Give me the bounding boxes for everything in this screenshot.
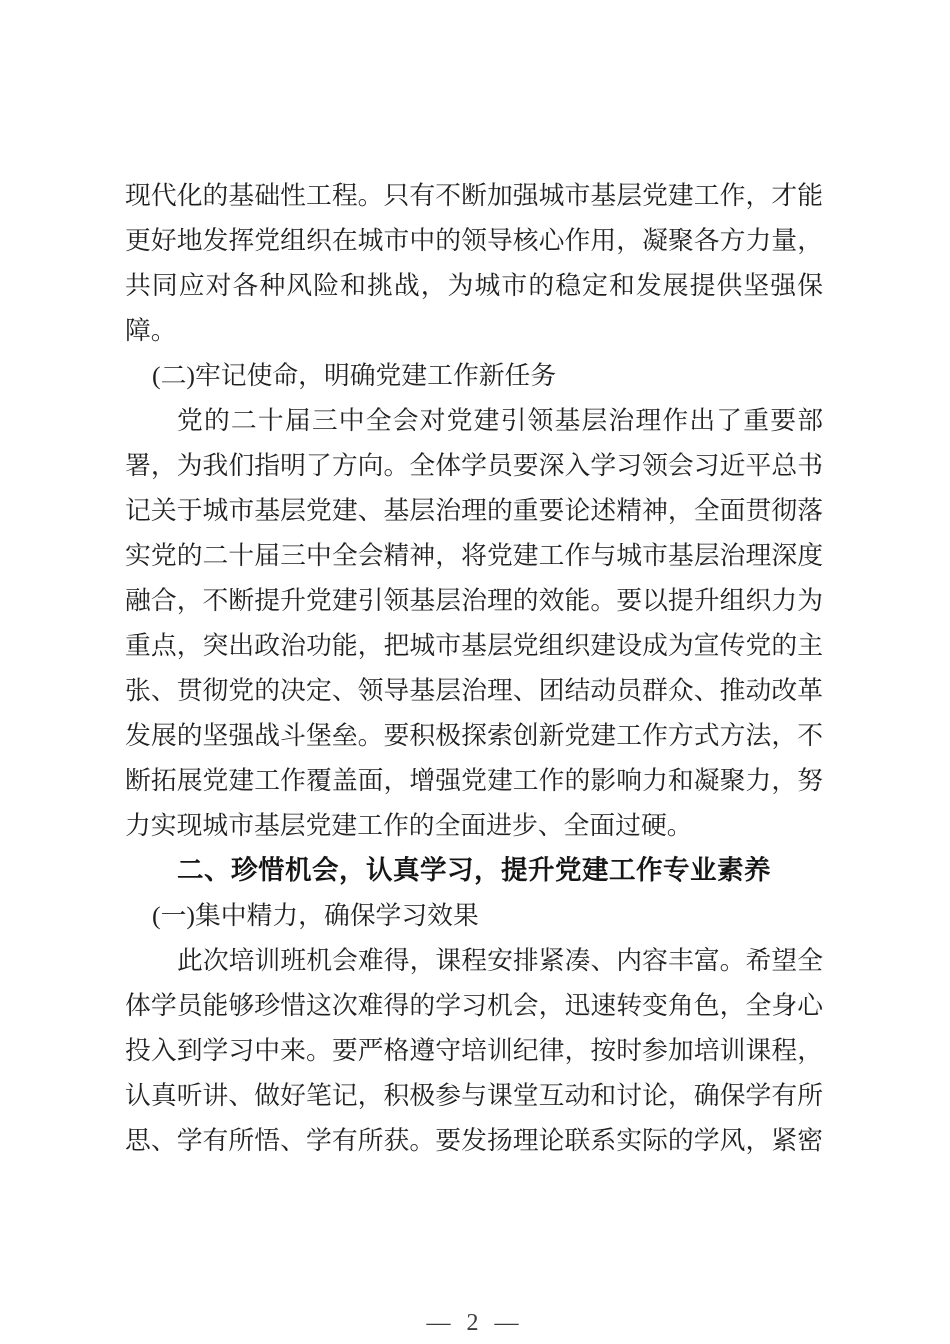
paragraph bbox=[125, 398, 823, 848]
text-line: 体学员能够珍惜这次难得的学习机会，迅速转变角色，全身心 bbox=[125, 991, 823, 1020]
text-line: 党的二十届三中全会对党建引领基层治理作出了重要部 bbox=[177, 406, 823, 435]
text-line: (二)牢记使命，明确党建工作新任务 bbox=[152, 361, 557, 390]
text-line: 力实现城市基层党建工作的全面进步、全面过硬。 bbox=[125, 811, 693, 840]
subheading bbox=[125, 353, 823, 398]
text-line: 张、贯彻党的决定、领导基层治理、团结动员群众、推动改革 bbox=[125, 676, 823, 705]
text-line: 投入到学习中来。要严格遵守培训纪律，按时参加培训课程， bbox=[125, 1036, 823, 1065]
text-line: 记关于城市基层党建、基层治理的重要论述精神，全面贯彻落 bbox=[125, 496, 823, 525]
text-line: 更好地发挥党组织在城市中的领导核心作用，凝聚各方力量， bbox=[125, 226, 823, 255]
text-line: 实党的二十届三中全会精神，将党建工作与城市基层治理深度 bbox=[125, 541, 823, 570]
text-line: 融合，不断提升党建引领基层治理的效能。要以提升组织力为 bbox=[125, 586, 823, 615]
text-line: 署，为我们指明了方向。全体学员要深入学习领会习近平总书 bbox=[125, 451, 823, 480]
heading bbox=[125, 848, 823, 893]
text-line: 共同应对各种风险和挑战，为城市的稳定和发展提供坚强保 bbox=[125, 271, 823, 300]
text-line: 二、珍惜机会，认真学习，提升党建工作专业素养 bbox=[177, 855, 771, 885]
text-line: 认真听讲、做好笔记，积极参与课堂互动和讨论，确保学有所 bbox=[125, 1081, 823, 1110]
paragraph bbox=[125, 938, 823, 1163]
page-number: — 2 — bbox=[426, 1310, 524, 1336]
document-content bbox=[125, 173, 823, 1163]
subheading bbox=[125, 893, 823, 938]
text-line: (一)集中精力，确保学习效果 bbox=[152, 901, 479, 930]
text-line: 重点，突出政治功能，把城市基层党组织建设成为宣传党的主 bbox=[125, 631, 823, 660]
text-line: 思、学有所悟、学有所获。要发扬理论联系实际的学风，紧密 bbox=[125, 1126, 823, 1155]
text-line: 障。 bbox=[125, 316, 177, 345]
text-line: 发展的坚强战斗堡垒。要积极探索创新党建工作方式方法，不 bbox=[125, 721, 823, 750]
text-line: 此次培训班机会难得，课程安排紧凑、内容丰富。希望全 bbox=[177, 946, 823, 975]
paragraph bbox=[125, 173, 823, 353]
page-footer bbox=[0, 1310, 950, 1337]
text-line: 现代化的基础性工程。只有不断加强城市基层党建工作，才能 bbox=[125, 181, 823, 210]
text-line: 断拓展党建工作覆盖面，增强党建工作的影响力和凝聚力，努 bbox=[125, 766, 823, 795]
